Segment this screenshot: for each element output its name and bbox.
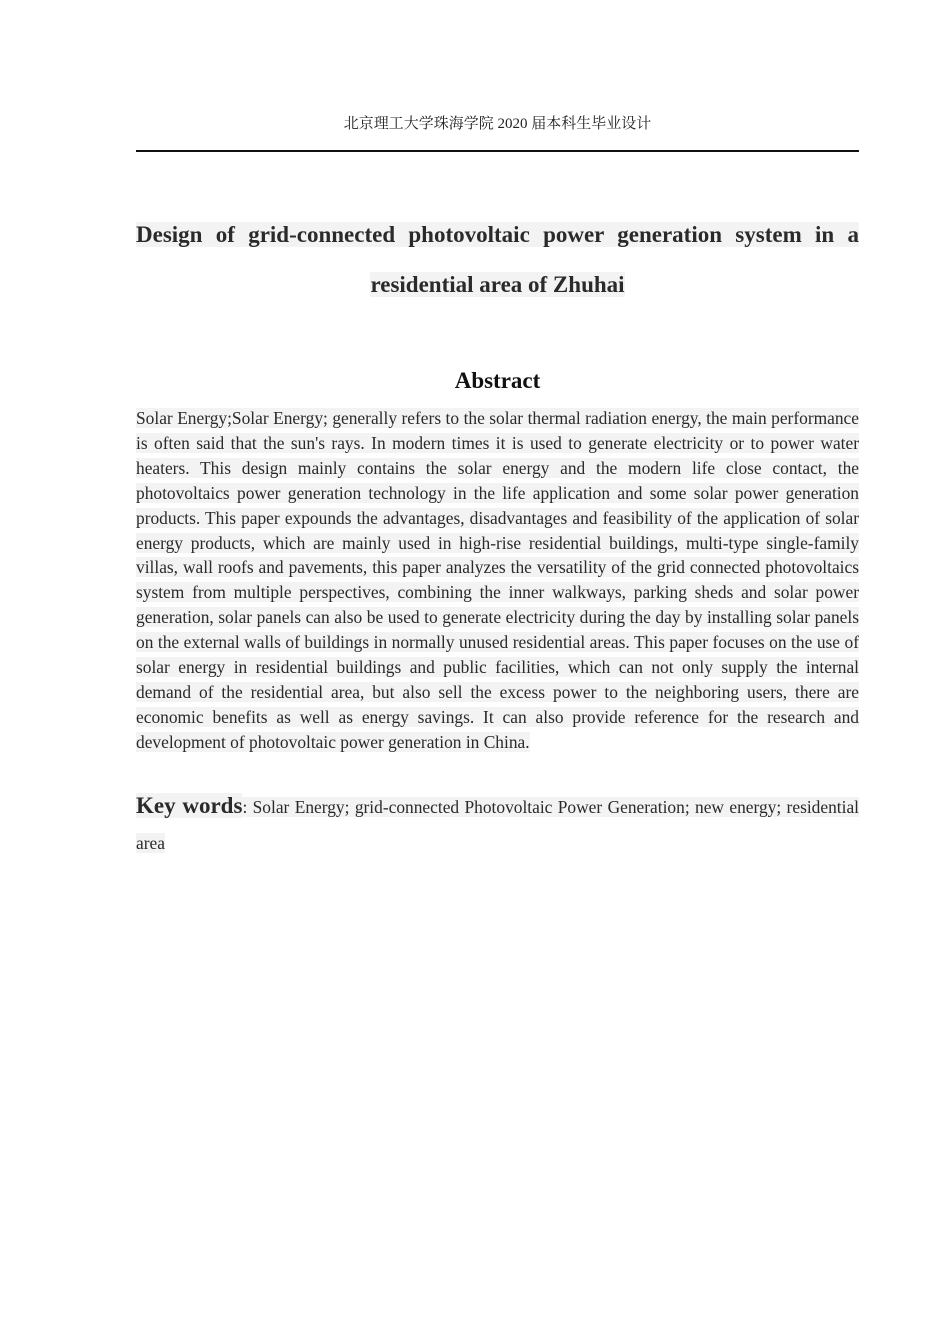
thesis-title-line-1 [136,210,859,260]
keywords-text: : Solar Energy; grid-connected Photovoltaic Power Generation; new energy; residential area [136,797,859,853]
abstract-heading [136,364,859,398]
header-divider [136,150,859,152]
page-header [136,112,859,136]
abstract-body-text: Solar Energy;Solar Energy; generally refers to the solar thermal radiation energy, the main performance is often said that the sun's rays. In modern times it is used to generate electricity or to power water heaters. This design mainly contains the solar energy and the modern life close contact, the photovoltaics power generation technology in the life application and some solar power generation products. This paper expounds the advantages, disadvantages and feasibility of the application of solar energy products, which are mainly used in high-rise residential buildings, multi-type single-family villas, wall roofs and pavements, this paper analyzes the versatility of the grid connected photovoltaics system from multiple perspectives, combining the inner walkways, parking sheds and solar power generation, solar panels can also be used to generate electricity during the day by installing solar panels on the external walls of buildings in normally unused residential areas. This paper focuses on the use of solar energy in residential buildings and public facilities, which can not only supply the internal demand of the residential area, but also sell the excess power to the neighboring users, there are economic benefits as well as energy savings. It can also provide reference for the research and development of photovoltaic power generation in China. [136,408,859,752]
thesis-title-line-1-text: Design of grid-connected photovoltaic power generation system in a [136,222,859,247]
page-header-text: 北京理工大学珠海学院 2020 届本科生毕业设计 [343,116,652,132]
abstract-body [136,406,859,755]
thesis-title-line-2 [136,260,859,310]
thesis-title [136,210,859,310]
keywords-paragraph [136,788,859,861]
abstract-heading-text: Abstract [454,368,541,393]
thesis-title-line-2-text: residential area of Zhuhai [370,272,625,297]
keywords-label: Key words [136,793,243,818]
